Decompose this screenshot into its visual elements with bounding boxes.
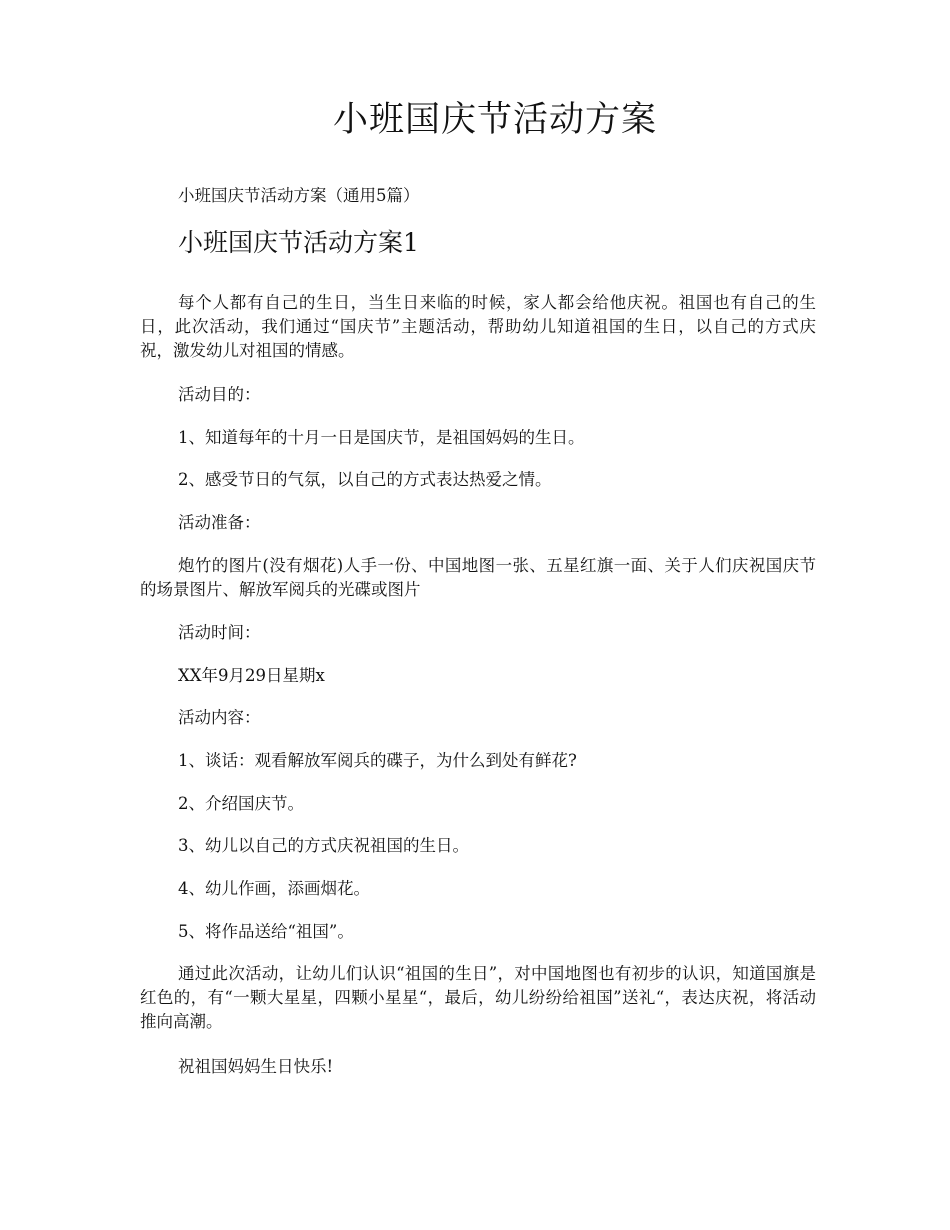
content-item-4: 4、幼儿作画，添画烟花。 [178, 879, 370, 898]
document-title: 小班国庆节活动方案 [332, 100, 657, 140]
goal-item-2: 2、感受节日的气氛，以自己的方式表达热爱之情。 [178, 470, 552, 489]
goal-item-1: 1、知道每年的十月一日是国庆节，是祖国妈妈的生日。 [178, 428, 585, 447]
summary-paragraph: 通过此次活动，让幼儿们认识“祖国的生日”，对中国地图也有初步的认识，知道国旗是红色的，有“一颗大星星，四颗小星星“，最后，幼儿纷纷给祖国”送礼“，表达庆祝，将活动推向高潮。 [140, 964, 816, 1031]
section-heading: 小班国庆节活动方案1 [178, 228, 419, 257]
time-label: 活动时间： [178, 623, 261, 642]
content-item-5: 5、将作品送给“祖国”。 [178, 922, 354, 941]
document-subtitle: 小班国庆节活动方案（通用5篇） [178, 186, 420, 205]
content-item-2: 2、介绍国庆节。 [178, 794, 304, 813]
content-label: 活动内容： [178, 708, 261, 727]
goal-label: 活动目的： [178, 385, 261, 404]
time-value: XX年9月29日星期x [178, 666, 325, 685]
prep-label: 活动准备： [178, 513, 261, 532]
intro-paragraph: 每个人都有自己的生日，当生日来临的时候，家人都会给他庆祝。祖国也有自己的生日，此次活动，我们通过“国庆节”主题活动，帮助幼儿知道祖国的生日，以自己的方式庆祝，激发幼儿对祖国的情感。 [140, 293, 816, 360]
content-item-3: 3、幼儿以自己的方式庆祝祖国的生日。 [178, 836, 469, 855]
content-item-1: 1、谈话：观看解放军阅兵的碟子，为什么到处有鲜花? [178, 751, 577, 770]
closing-line: 祝祖国妈妈生日快乐! [178, 1057, 334, 1076]
prep-paragraph: 炮竹的图片(没有烟花)人手一份、中国地图一张、五星红旗一面、关于人们庆祝国庆节的场景图片、解放军阅兵的光碟或图片 [140, 556, 816, 599]
